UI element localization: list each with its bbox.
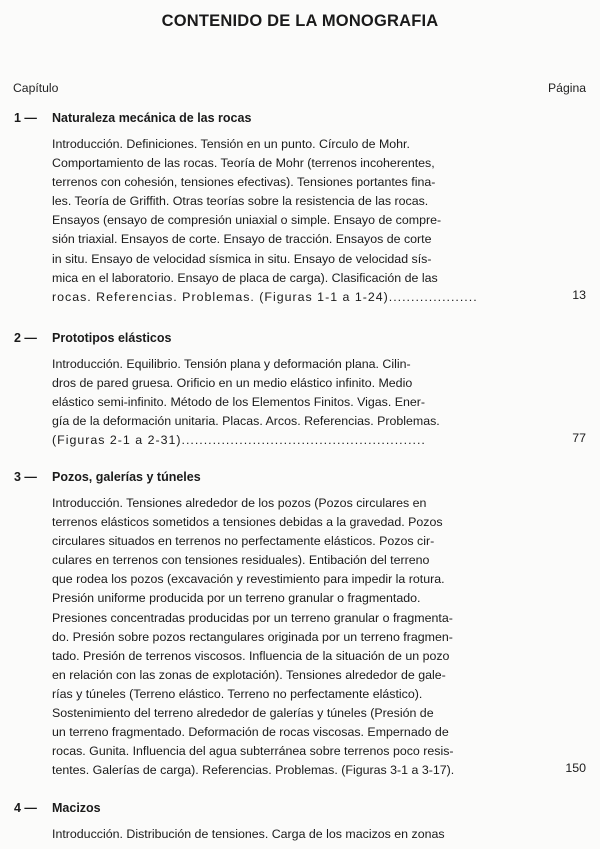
summary-line: que rodea los pozos (excavación y revestimiento para impedir la rotura. [52,572,445,587]
summary-line: rocas. Referencias. Problemas. (Figuras 1-1 a 1-24).................... [52,289,478,304]
chapter-number: 2 — [14,331,37,345]
summary-line: Presiones concentradas producidas por un terreno granular o fragmenta- [52,610,453,625]
summary-line: un terreno fragmentado. Deformación de rocas viscosas. Empernado de [52,725,449,740]
page-number: 77 [572,431,586,445]
summary-line: in situ. Ensayo de velocidad sísmica in situ. Ensayo de velocidad sís- [52,251,432,266]
summary-line: Ensayos (ensayo de compresión uniaxial o simple. Ensayo de compre- [52,213,442,228]
summary-line: terrenos elásticos sometidos a tensiones debidas a la gravedad. Pozos [52,515,443,530]
summary-line: Introducción. Distribución de tensiones. Carga de los macizos en zonas [52,827,445,841]
summary-line: sión triaxial. Ensayos de corte. Ensayo de tracción. Ensayos de corte [52,232,432,247]
summary-line: tentes. Galerías de carga). Referencias. Problemas. (Figuras 3-1 a 3-17). [52,763,455,778]
chapter-title: Pozos, galerías y túneles [52,470,201,484]
chapter-column-header: Capítulo [13,81,59,95]
summary-line: Introducción. Definiciones. Tensión en un punto. Círculo de Mohr. [52,137,410,151]
summary-line: rocas. Gunita. Influencia del agua subterránea sobre terrenos poco resis- [52,744,454,759]
summary-line: Introducción. Equilibrio. Tensión plana y deformación plana. Cilin- [52,357,411,371]
chapter-title: Prototipos elásticos [52,331,172,345]
summary-line: Introducción. Tensiones alrededor de los pozos (Pozos circulares en [52,496,427,510]
summary-line: do. Presión sobre pozos rectangulares originada por un terreno fragmen- [52,629,453,644]
chapter-summary [52,494,511,780]
summary-line: Presión uniforme producida por un terreno granular o fragmentado. [52,591,421,606]
chapter-number: 1 — [14,111,37,125]
chapter-title: Macizos [52,801,101,815]
chapter-summary [52,355,511,450]
chapter-number: 3 — [14,470,37,484]
summary-line: Comportamiento de las rocas. Teoría de Mohr (terrenos incoherentes, [52,156,435,171]
summary-line: gía de la deformación unitaria. Placas. Arcos. Referencias. Problemas. [52,414,440,429]
summary-line: Sostenimiento del terreno alrededor de galerías y túneles (Presión de [52,706,434,721]
page-column-header: Página [548,81,586,95]
chapter-summary [52,825,511,844]
chapter-summary [52,135,511,307]
summary-line: terrenos con cohesión, tensiones efectivas). Tensiones portantes fina- [52,175,436,190]
summary-line: les. Teoría de Griffith. Otras teorías sobre la resistencia de las rocas. [52,194,429,209]
summary-line: circulares situados en terrenos no perfectamente elásticos. Pozos cir- [52,534,435,549]
summary-line: dros de pared gruesa. Orificio en un medio elástico infinito. Medio [52,376,413,391]
summary-line: rías y túneles (Terreno elástico. Terreno no perfectamente elástico). [52,686,423,701]
summary-line: (Figuras 2-1 a 2-31)....................................................... [52,433,426,448]
chapter-title: Naturaleza mecánica de las rocas [52,111,252,125]
summary-line: tado. Presión de terrenos viscosos. Influencia de la situación de un pozo [52,648,450,663]
page-number: 13 [572,288,586,302]
chapter-number: 4 — [14,801,37,815]
page-number: 150 [565,761,586,775]
summary-line: culares en terrenos con tensiones residuales). Entibación del terreno [52,553,430,568]
summary-line: mica en el laboratorio. Ensayo de placa de carga). Clasificación de las [52,270,438,285]
summary-line: elástico semi-infinito. Método de los Elementos Finitos. Vigas. Ener- [52,395,426,410]
summary-line: en relación con las zonas de explotación). Tensiones alrededor de gale- [52,667,446,682]
page-title: CONTENIDO DE LA MONOGRAFIA [161,12,439,30]
